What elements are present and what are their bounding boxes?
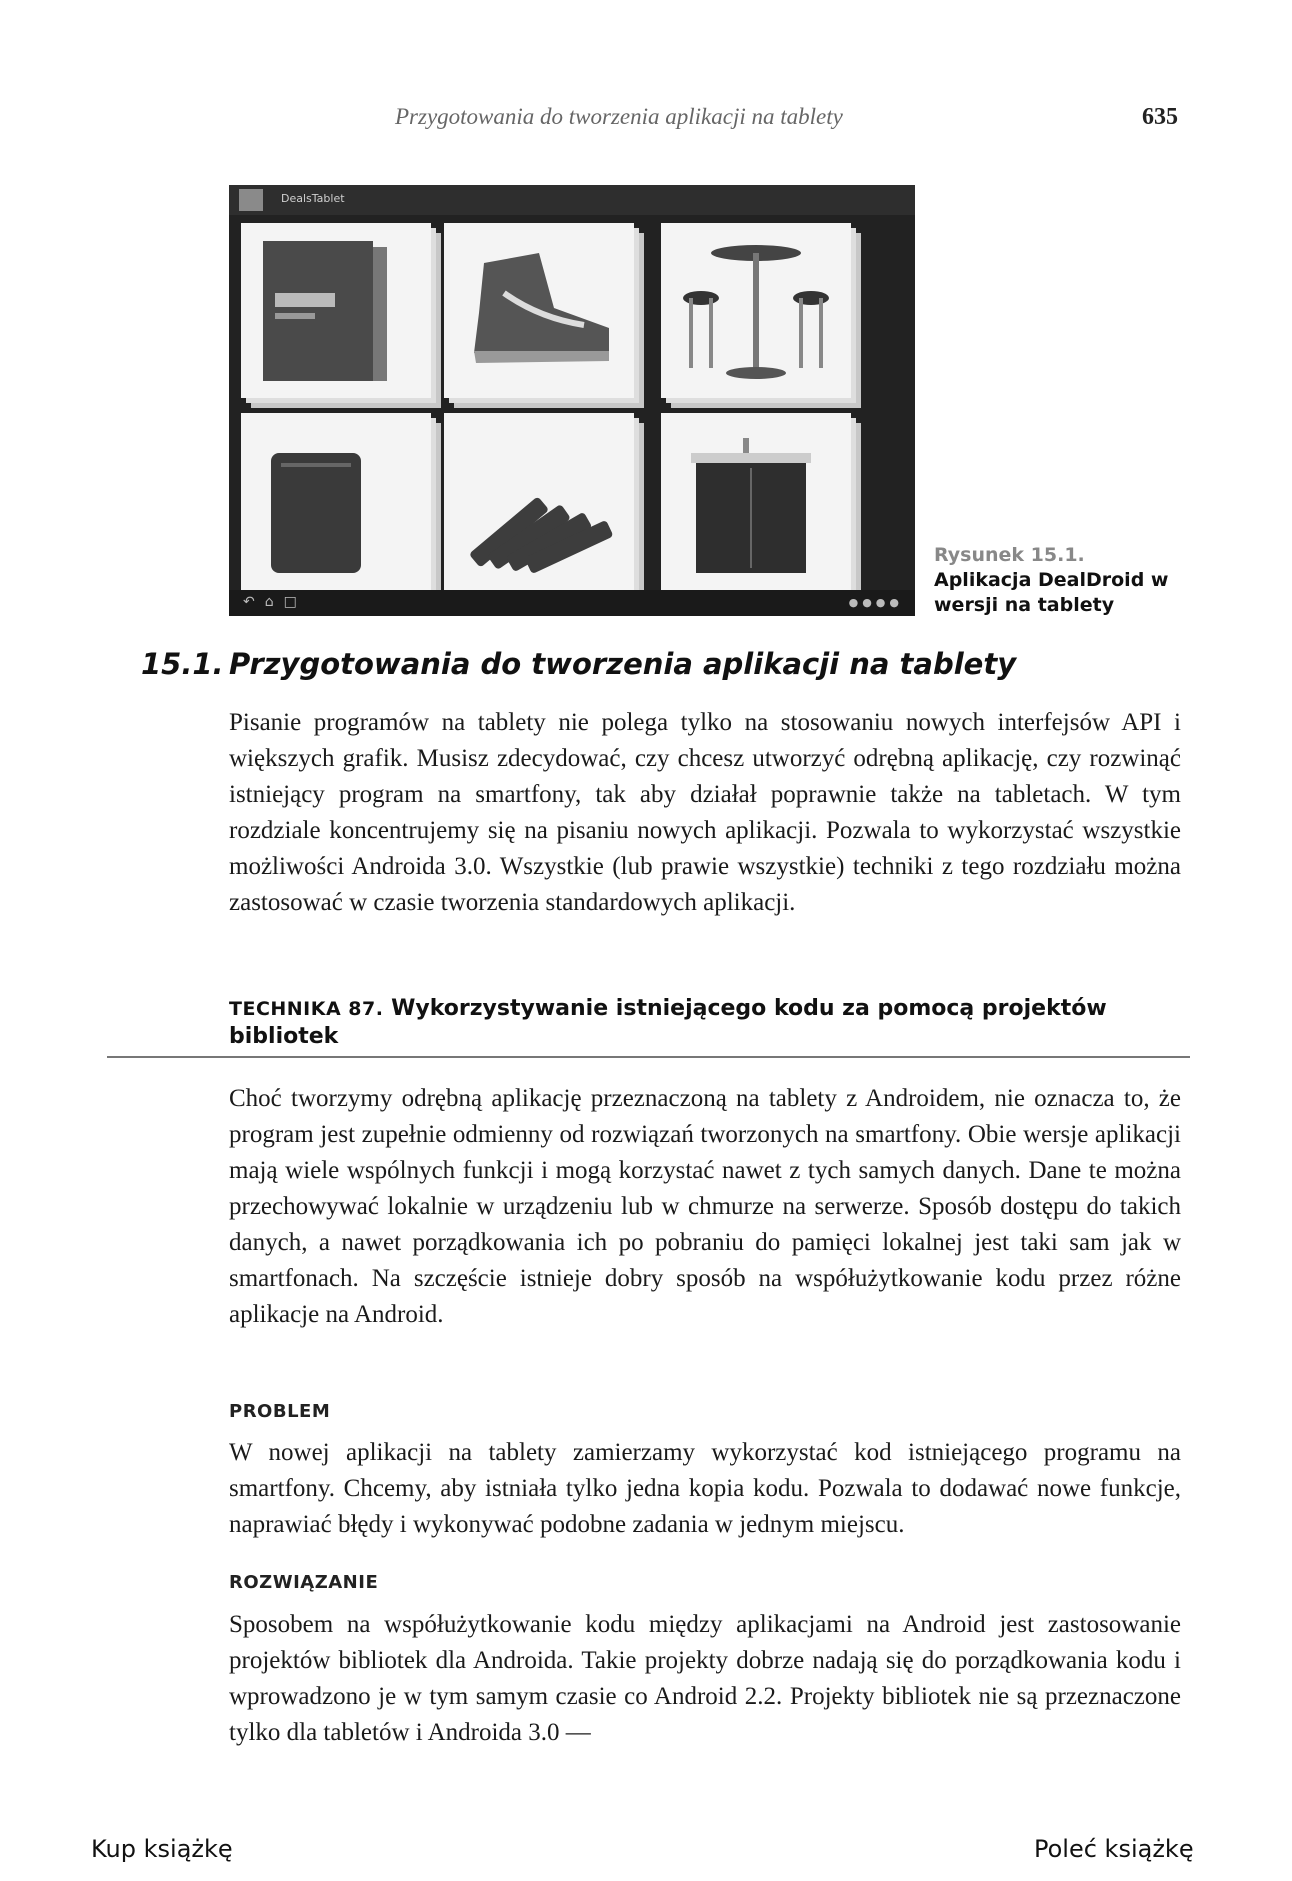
problem-paragraph: W nowej aplikacji na tablety zamierzamy wykorzystać kod istniejącego programu na smartfony. Chcemy, aby istniała tylko jedna kopia kodu. Pozwala to dodawać nowe funkcje, naprawiać błędy i wykonywać podobne zadania w jednym miejscu. [229,1439,1181,1538]
vanity-cabinet-icon [661,413,851,593]
app-title: DealsTablet [281,192,345,205]
system-nav-bar [229,590,915,616]
caption-text: Aplikacja DealDroid w wersji na tablety [934,569,1169,616]
solution-heading: ROZWIĄZANIE [229,1572,379,1593]
nav-back-home-recent-icons: ↶⌂□ [243,594,307,610]
technique-title: Wykorzystywanie istniejącego kodu za pomocą projektów bibliotek [229,996,1107,1049]
recommend-book-link[interactable]: Poleć książkę [1034,1835,1194,1863]
figure-screenshot [229,185,915,616]
section-intro-paragraph: Pisanie programów na tablety nie polega tylko na stosowaniu nowych interfejsów API i większych grafik. Musisz zdecydować, czy chcesz utworzyć odrębną aplikację, czy rozwinąć istniejący program na smartfony, tak aby działał poprawnie także na tabletach. W tym rozdziale koncentrujemy się na pisaniu nowych aplikacji. Pozwala to wykorzystać wszystkie możliwości Androida 3.0. Wszystkie (lub prawie wszystkie) techniki z tego rozdziału można zastosować w czasie tworzenia standardowych aplikacji. [229,709,1181,916]
section-title: Przygotowania do tworzenia aplikacji na tablety [229,647,1017,681]
page-number: 635 [1142,104,1178,130]
office-box-icon [241,223,431,398]
running-head [0,104,1292,134]
usb-drives-icon [444,413,634,593]
buy-book-link[interactable]: Kup książkę [91,1835,233,1863]
bar-stools-icon [661,223,851,398]
running-title: Przygotowania do tworzenia aplikacji na tablety [395,104,843,129]
external-drive-icon [241,413,431,593]
deal-tile-usb-drives [444,413,634,593]
deal-tile-external-drive [241,413,431,593]
deal-tile-vanity-cabinet [661,413,851,593]
problem-heading: PROBLEM [229,1401,331,1422]
technique-body-paragraph: Choć tworzymy odrębną aplikację przeznaczoną na tablety z Androidem, nie oznacza to, że program jest zupełnie odmienny od rozwiązań tworzonych na smartfony. Obie wersje aplikacji mają wiele wspólnych funkcji i mogą korzystać nawet z tych samych danych. Dane te można przechowywać lokalnie w urządzeniu lub w chmurze na serwerze. Sposób dostępu do takich danych, a nawet porządkowania ich po pobraniu do pamięci lokalnej jest taki sam jak w smartfonach. Na szczęście istnieje dobry sposób na współużytkowanie kodu przez różne aplikacje na Android. [229,1085,1181,1328]
caption-label: Rysunek 15.1. [934,544,1085,566]
deal-tile-bar-stools [661,223,851,398]
app-action-bar [229,185,915,215]
solution-paragraph: Sposobem na współużytkowanie kodu między aplikacjami na Android jest zastosowanie projektów bibliotek dla Androida. Takie projekty dobrze nadają się do porządkowania kodu i wprowadzono je w tym samym czasie co Android 2.2. Projekty bibliotek nie są przeznaczone tylko dla tabletów i Androida 3.0 — [229,1611,1181,1746]
sneaker-icon [444,223,634,398]
section-number: 15.1. [141,647,224,681]
technique-heading [229,995,1189,1050]
section-heading [141,647,1201,681]
deal-tile-sneaker [444,223,634,398]
app-icon [239,189,263,211]
technique-label: TECHNIKA 87. [229,998,384,1020]
technique-divider [107,1056,1190,1058]
status-icons: ●●●● [848,596,903,609]
figure-caption [934,543,1184,618]
deal-tile-office-box [241,223,431,398]
